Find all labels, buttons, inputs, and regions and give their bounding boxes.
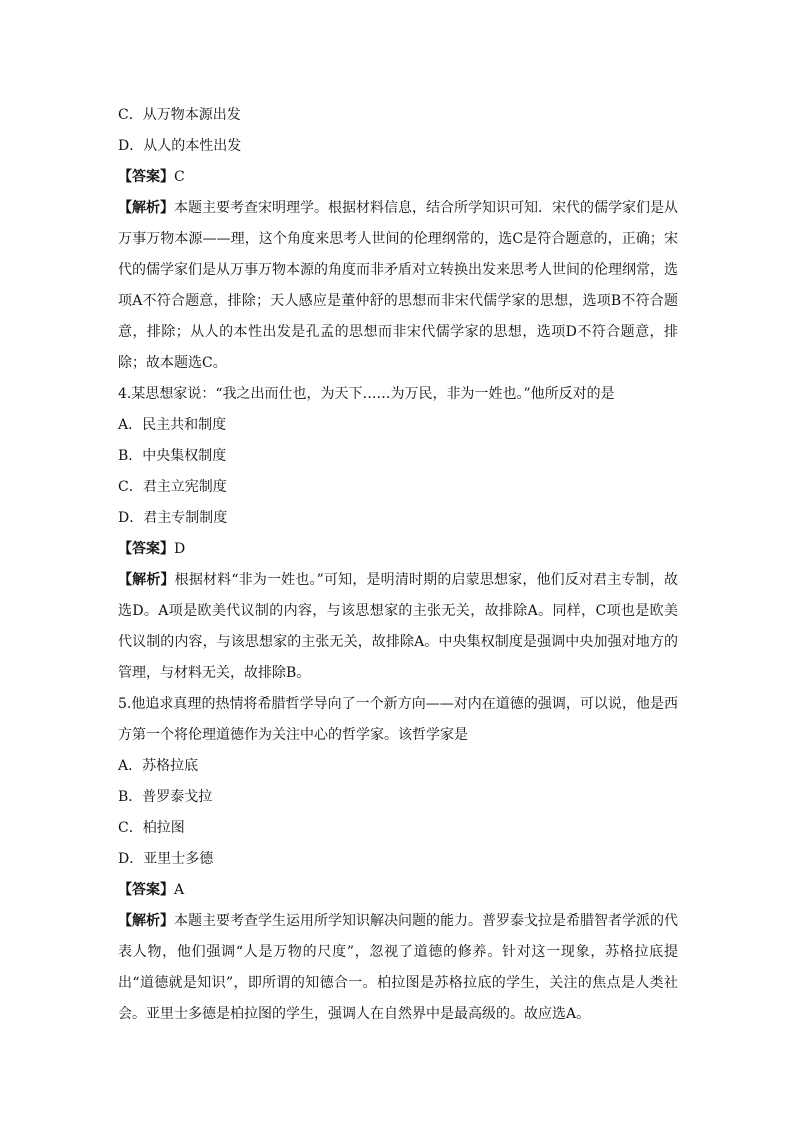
q4-option-b: B．中央集权制度 — [118, 448, 227, 464]
q4-answer-value: D — [174, 541, 186, 557]
q3-option-d: D．从人的本性出发 — [118, 138, 242, 154]
q4-analysis-label: 【解析】 — [118, 572, 175, 588]
document-page — [118, 100, 678, 1030]
q5-option-b: B．普罗泰戈拉 — [118, 789, 213, 805]
q4-option-c: C．君主立宪制度 — [118, 479, 227, 495]
q5-stem: 5.他追求真理的热情将希腊哲学导向了一个新方向——对内在道德的强调，可以说，他是西方第一个将伦理道德作为关注中心的哲学家。该哲学家是 — [118, 696, 678, 743]
q4-answer-label: 【答案】 — [118, 541, 174, 557]
q3-answer-value: C — [174, 169, 185, 185]
q5-analysis-label: 【解析】 — [118, 913, 174, 929]
q3-answer — [118, 162, 678, 193]
q3-analysis-label: 【解析】 — [118, 200, 174, 216]
q5-analysis — [118, 906, 678, 1030]
q4-answer — [118, 534, 678, 565]
q3-option-c: C．从万物本源出发 — [118, 107, 241, 123]
q3-answer-label: 【答案】 — [118, 169, 174, 185]
q5-answer-label: 【答案】 — [118, 882, 174, 898]
q5-option-d: D．亚里士多德 — [118, 851, 214, 867]
q4-option-a: A．民主共和制度 — [118, 417, 227, 433]
q3-analysis-text: 本题主要考查宋明理学。根据材料信息，结合所学知识可知．宋代的儒学家们是从万事万物本源——理，这个角度来思考人世间的伦理纲常的，选C是符合题意的，正确；宋代的儒学家们是从万事万物本源的角度而非矛盾对立转换出发来思考人世间的伦理纲常，选项A不符合题意，排除；天人感应是董仲舒的思想而非宋代儒学家的思想，选项B不符合题意，排除；从人的本性出发是孔孟的思想而非宋代儒学家的思想，选项D不符合题意，排除；故本题选C。 — [118, 200, 678, 371]
q5-answer — [118, 875, 678, 906]
q5-option-c: C．柏拉图 — [118, 820, 185, 836]
q5-option-a: A．苏格拉底 — [118, 758, 199, 774]
q4-option-d: D．君主专制制度 — [118, 510, 228, 526]
q4-analysis — [118, 565, 678, 689]
q5-answer-value: A — [174, 882, 185, 898]
q3-analysis — [118, 193, 678, 379]
q4-analysis-text: 根据材料“非为一姓也。”可知，是明清时期的启蒙思想家，他们反对君主专制，故选D。A项是欧美代议制的内容，与该思想家的主张无关，故排除A。同样，C项也是欧美代议制的内容，与该思想家的主张无关，故排除A。中央集权制度是强调中央加强对地方的管理，与材料无关，故排除B。 — [118, 572, 679, 681]
q5-analysis-text: 本题主要考查学生运用所学知识解决问题的能力。普罗泰戈拉是希腊智者学派的代表人物，他们强调“人是万物的尺度”，忽视了道德的修养。针对这一现象，苏格拉底提出“道德就是知识”，即所谓的知德合一。柏拉图是苏格拉底的学生，关注的焦点是人类社会。亚里士多德是柏拉图的学生，强调人在自然界中是最高级的。故应选A。 — [118, 913, 678, 1022]
q4-stem: 4.某思想家说：“我之出而仕也，为天下……为万民，非为一姓也。”他所反对的是 — [118, 386, 615, 402]
